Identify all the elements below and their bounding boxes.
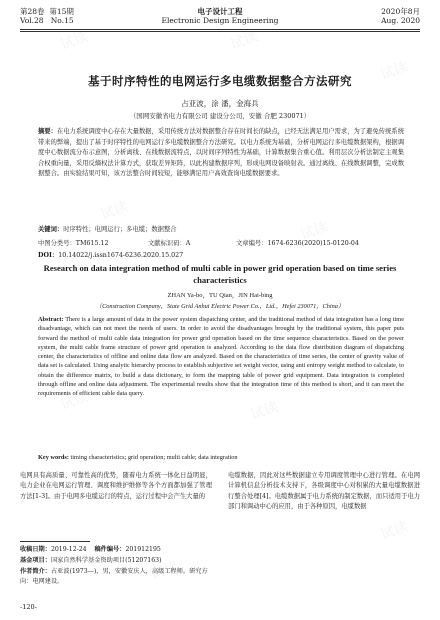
footnote-author-bio bbox=[20, 567, 212, 587]
issue-en: No.15 bbox=[50, 16, 74, 25]
issue-cn: 第15期 bbox=[49, 7, 74, 16]
paper-title-en: Research on data integration method of multi cable in power grid operation based on time series characteristics bbox=[43, 263, 397, 285]
footnote-fund bbox=[20, 556, 212, 566]
volume-cn: 第28卷 bbox=[20, 7, 45, 16]
manuscript-number: 201912195 bbox=[125, 546, 161, 553]
watermark: 试读 bbox=[58, 28, 91, 54]
watermark: 试读 bbox=[98, 198, 131, 224]
abstract-cn-text: 在电力系统调度中心存在大量数据，采用传统方法对数据整合存在时间长的缺点，已经无法满足用户需求，为了避免传统系统带来的弊端，提出了基于时序特性的电网运行多电缆数据整合方法研究。以电力系统为基础，分析电网运行多电缆数据架构，根据调度中心数据流分布示意图，分析离线、在线数据流特点，以时间序列特性为基础，计算数据集合重心值。利用层次分析法制定主观集合权重向量，采用反熵权法计算方式，获取差异矩阵，以此构建数据序列，形成电网设备映射表。通过离线、在线数据调整，完成数据整合。由实验结果可知，该方法整合时间较短，能够满足用户高效查询电缆数据要求。 bbox=[38, 128, 405, 178]
keywords-cn-text: 时序特性；电网运行；多电缆；数据整合 bbox=[63, 226, 177, 233]
received-label: 收稿日期： bbox=[20, 546, 51, 553]
watermark: 试读 bbox=[248, 398, 281, 424]
watermark: 试读 bbox=[378, 518, 411, 544]
watermark: 试读 bbox=[148, 558, 181, 584]
watermark: 试读 bbox=[58, 388, 91, 414]
authors-en: ZHAN Ya-bo，TU Qian，JIN Hai-bing bbox=[167, 292, 273, 299]
volume-en: Vol.28 bbox=[20, 16, 44, 25]
footnote-dates bbox=[20, 545, 212, 555]
article-number: 文章编号：1674-6236(2020)15-0120-04 bbox=[236, 240, 359, 247]
keywords-cn-label: 关键词： bbox=[38, 226, 64, 233]
abstract-cn-label: 摘要： bbox=[38, 128, 57, 135]
header-date bbox=[340, 7, 420, 25]
abstract-en-label: Abstract: bbox=[38, 316, 64, 323]
paper-title-cn: 基于时序特性的电网运行多电缆数据整合方法研究 bbox=[88, 74, 352, 88]
revised-label: 稿件编号： bbox=[94, 546, 126, 553]
bio-text: 占亚波(1973—)，男，安徽安庆人，高级工程师。研究方向：电网建设。 bbox=[20, 568, 208, 586]
header-rule-thin bbox=[20, 31, 420, 32]
received-date: 2019-12-24 bbox=[50, 546, 87, 553]
keywords-en bbox=[38, 454, 404, 461]
header-volume-issue bbox=[20, 7, 90, 25]
watermark: 试读 bbox=[228, 28, 261, 54]
doi-value[interactable]: 10.14022/j.issn1674-6236.2020.15.027 bbox=[58, 252, 184, 259]
body-text-right-column: 电缆数据，因此对这些数据建立专用调度管理中心进行管理。在电网计算机信息分析技术支持下，各级调度中心对积累的大量电缆数据进行整合处理[4]。电缆数据属于电力系统的制定数据，而只适用于电力部门和调动中心的应用，由于各种原因，电缆数据 bbox=[228, 472, 420, 510]
doi bbox=[38, 250, 183, 259]
date-cn: 2020年8月 bbox=[381, 7, 420, 16]
fund-text: 国家自然科学基金资助项目(51207163) bbox=[50, 557, 162, 564]
header-journal bbox=[120, 7, 320, 25]
affiliation-en: （Construction Company，State Grid Anhui Electric Power Co.，Ltd.，Hefei 230071，China） bbox=[95, 303, 345, 310]
header-rule bbox=[20, 29, 420, 30]
journal-name-cn: 电子设计工程 bbox=[197, 7, 243, 16]
body-text-left-column: 电网具有高质量、可靠性高的优势，随着电力系统一体化日益明显，电力企业在电网运行管理、调度和维护维修等各个方面都加强了管理方法[1-3]。由于电网多电缆运行的特点，运行过程中会产生大量的 bbox=[20, 472, 212, 500]
document-code: 文献标识码：A bbox=[148, 240, 191, 247]
journal-name-en: Electronic Design Engineering bbox=[161, 16, 279, 25]
page-number: -120- bbox=[20, 603, 37, 611]
affiliation-cn: （国网安徽省电力有限公司 建设分公司，安徽 合肥 230071） bbox=[129, 112, 311, 120]
date-en: Aug. 2020 bbox=[381, 16, 420, 25]
watermark: 试读 bbox=[298, 218, 331, 244]
abstract-en bbox=[38, 315, 404, 399]
keywords-en-label: Key words: bbox=[38, 454, 69, 461]
watermark: 试读 bbox=[378, 58, 411, 84]
doi-label: DOI： bbox=[38, 252, 59, 259]
keywords-cn bbox=[38, 225, 404, 236]
keywords-en-text: timing characteristics; grid operation; multi cable; data integration bbox=[70, 454, 238, 461]
clc-number: 中图分类号：TM615.12 bbox=[38, 240, 109, 247]
abstract-en-text: There is a large amount of data in the power system dispatching center, and the traditional method of data integration has a long time disadvantage, which can not meet the needs of users. In order to avoid the disadvantages brought by the traditional system, this paper puts forward the method of multi cable data integration for power grid operation based on the time sequence characteristics. Based on the power system, the multi cable frame structure of power grid operation is analyzed. According to the data flow distribution diagram of dispatching center, the characteristics of offline and online data flow are analyzed. Based on the characteristics of time series, the center of gravity value of data set is calculated. Using analytic hierarchy process to establish subjective set weight vector, using anti entropy weight method to calculate, to obtain the difference matrix, to build a data dictionary, to form the mapping table of power grid equipment. Data integration is completed through offline and online data adjustment. The experimental results show that the integration time of this method is short, and it can meet the requirements of efficient cable data query. bbox=[38, 316, 404, 398]
footnote-rule bbox=[20, 541, 90, 542]
abstract-cn bbox=[38, 127, 404, 180]
bio-label: 作者简介： bbox=[20, 568, 51, 575]
fund-label: 基金项目： bbox=[20, 557, 51, 564]
authors-cn: 占亚波，涂 潘，金海兵 bbox=[181, 99, 259, 108]
